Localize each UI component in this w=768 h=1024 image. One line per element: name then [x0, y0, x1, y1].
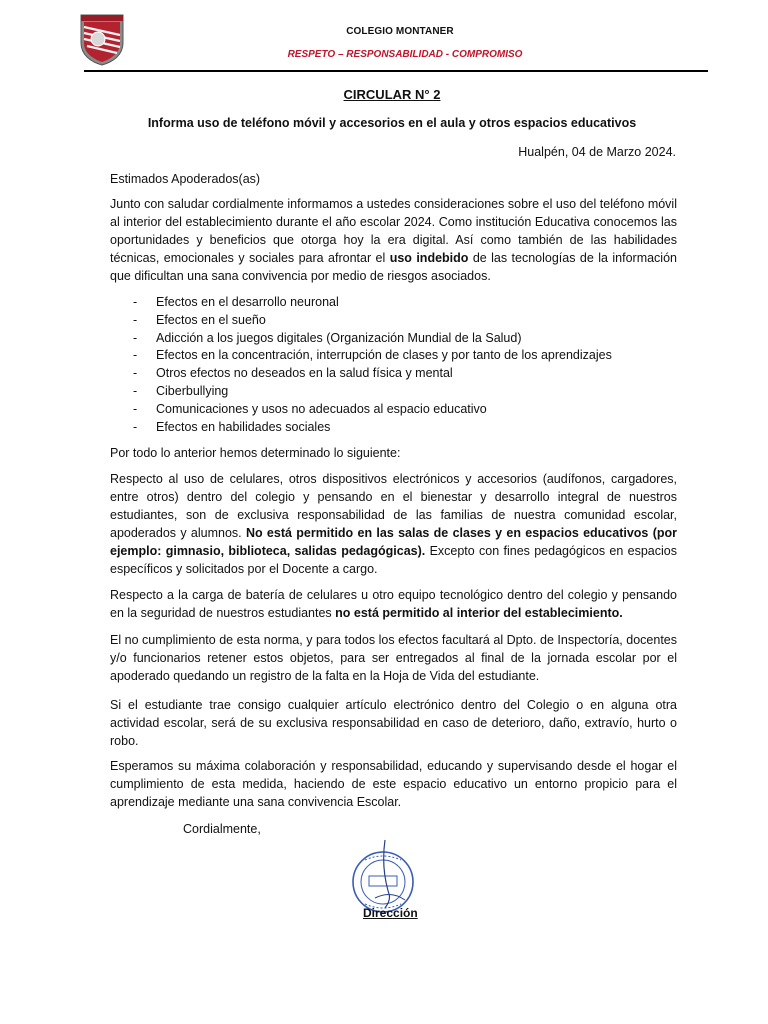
closing-text: Cordialmente,: [183, 822, 261, 836]
list-item: [110, 419, 670, 437]
charging-rule-paragraph: [110, 587, 677, 623]
bullet-dash: -: [133, 295, 138, 309]
charging-rule-text: Respecto a la carga de batería de celulares u otro equipo tecnológico dentro del colegio y pensando en la seguridad de nuestros estudiantes: [110, 588, 677, 620]
list-item-text: Efectos en la concentración, interrupción de clases y por tanto de los aprendizajes: [156, 348, 612, 363]
charging-rule-bold-text: no está permitido al interior del establecimiento.: [335, 605, 623, 620]
devices-rule-text-1: Respecto al uso de celulares, otros dispositivos electrónicos y accesorios (audífonos, cargadores, entre otros) dentro del colegio y pensando en el bienestar y desarrollo integral de nuestros estudiantes, son de exclusiva responsabilidad de las familias de nuestra comunidad escolar, apoderados y alumnos.: [110, 472, 677, 540]
list-item-text: Comunicaciones y usos no adecuados al espacio educativo: [156, 401, 487, 416]
bullet-dash: -: [133, 312, 138, 327]
bullet-dash: -: [133, 348, 138, 363]
list-item-text: Otros efectos no deseados en la salud física y mental: [156, 366, 453, 381]
list-item-text: Efectos en el sueño: [156, 312, 266, 327]
bullet-dash: -: [133, 401, 138, 416]
list-item-text: Adicción a los juegos digitales (Organización Mundial de la Salud): [156, 330, 522, 345]
list-item: [110, 312, 670, 330]
list-item: [110, 330, 670, 348]
intro-text-2: de las tecnologías de la información que dificultan una sana convivencia por medio de riesgos asociados.: [110, 250, 677, 283]
school-crest-logo: [79, 13, 125, 66]
list-item-text: Efectos en habilidades sociales: [156, 419, 331, 434]
devices-rule-paragraph: [110, 471, 677, 578]
intro-bold-text: uso indebido: [389, 250, 469, 265]
bullet-dash: -: [133, 330, 138, 345]
devices-rule-bold-text: No está permitido en las salas de clases y en espacios educativos (por ejemplo: gimnasio, biblioteca, salidas pedagógicas).: [110, 525, 677, 558]
list-item: [110, 383, 670, 401]
collaboration-paragraph: Esperamos su máxima colaboración y responsabilidad, educando y supervisando desde el hogar el cumplimiento de esta medida, haciendo de este espacio educativo un entorno propicio para el aprendizaje mediante una sana convivencia Escolar.: [110, 759, 677, 809]
noncompliance-paragraph: El no cumplimiento de esta norma, y para todos los efectos facultará al Dpto. de Inspectoría, docentes y/o funcionarios retener estos objetos, para ser entregados al final de la jornada escolar por el apoderado quedando un registro de la falta en la Hoja de Vida del estudiante.: [110, 633, 677, 683]
bullet-dash: -: [133, 419, 138, 434]
list-item: [110, 401, 670, 419]
effects-list: [110, 294, 670, 436]
list-item: [110, 365, 670, 383]
responsibility-paragraph: Si el estudiante trae consigo cualquier artículo electrónico dentro del Colegio o en alguna otra actividad escolar, será de su exclusiva responsabilidad en caso de deterioro, daño, extravío, hurto o robo.: [110, 698, 677, 748]
list-item-text: Ciberbullying: [156, 383, 229, 398]
determination-paragraph: Por todo lo anterior hemos determinado lo siguiente:: [110, 446, 401, 460]
intro-paragraph: [110, 196, 677, 286]
circular-date: Hualpén, 04 de Marzo 2024.: [518, 145, 676, 159]
salutation: Estimados Apoderados(as): [110, 172, 261, 186]
header-divider: [84, 70, 708, 72]
intro-text-1: Junto con saludar cordialmente informamos a ustedes consideraciones sobre el uso del teléfono móvil al interior del establecimiento durante el año escolar 2024. Como institución Educativa conocemos las oportunidades y beneficios que otorga hoy la era digital. Así como también de las habilidades técnicas, emocionales y sociales para afrontar el: [110, 197, 677, 265]
signature-label: Dirección: [363, 906, 418, 920]
list-item: [110, 347, 670, 365]
list-item: [110, 294, 670, 312]
bullet-dash: -: [133, 366, 138, 381]
circular-subtitle: Informa uso de teléfono móvil y accesorios en el aula y otros espacios educativos: [147, 116, 637, 130]
list-item-text: Efectos en el desarrollo neuronal: [156, 295, 339, 309]
school-name: COLEGIO MONTANER: [346, 26, 454, 37]
school-motto: RESPETO – RESPONSABILIDAD - COMPROMISO: [287, 49, 523, 60]
circular-title: CIRCULAR N° 2: [343, 87, 441, 102]
devices-rule-text-2: Excepto con fines pedagógicos en espacios específicos y solicitados por el Docente a cargo.: [110, 543, 677, 576]
bullet-dash: -: [133, 383, 138, 398]
